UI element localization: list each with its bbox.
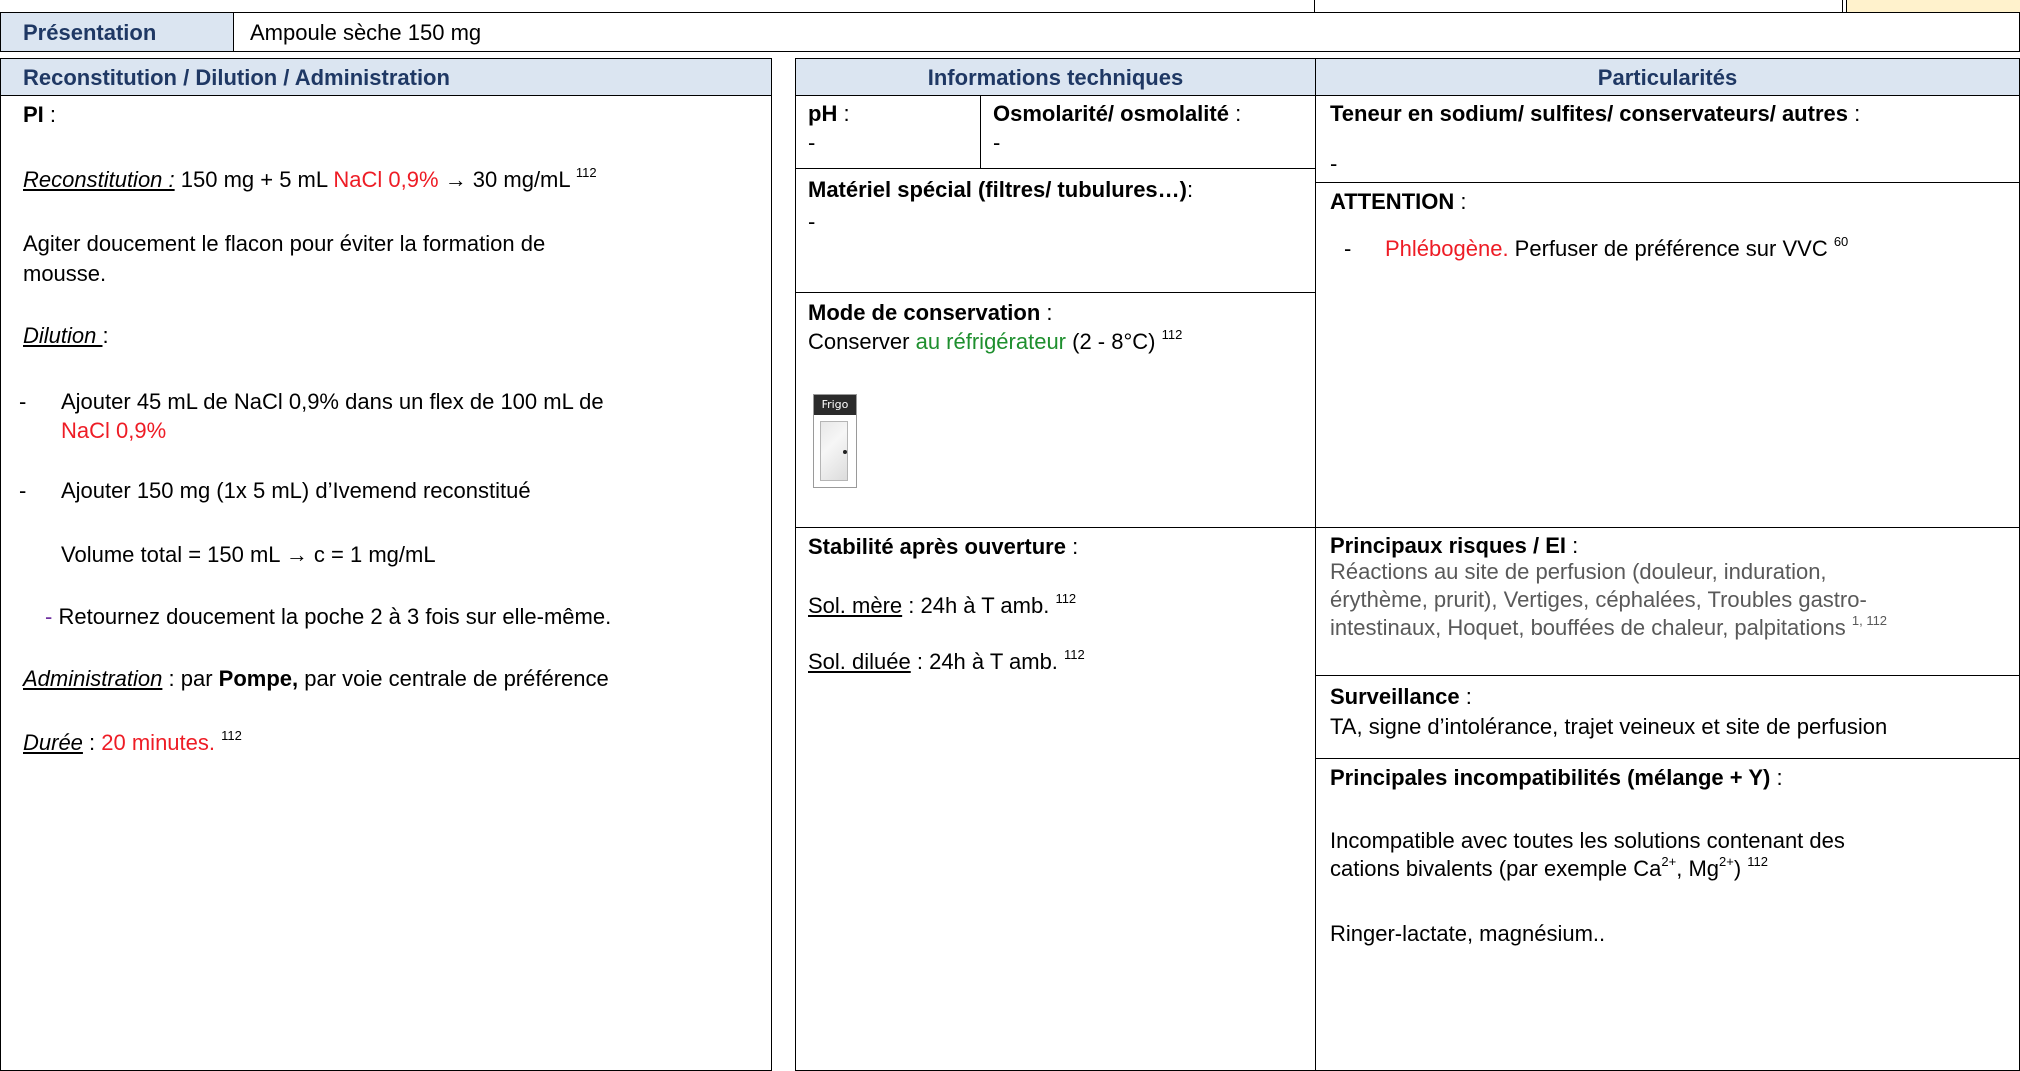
administration-text-1: : par xyxy=(162,666,219,691)
ph-colon: : xyxy=(837,101,850,126)
teneur-colon: : xyxy=(1847,101,1861,126)
stabilite-line xyxy=(808,534,1078,560)
attention-ref: 60 xyxy=(1833,233,1849,249)
bullet-2-dash: - xyxy=(19,478,27,503)
administration-text-2: par voie centrale de préférence xyxy=(298,666,609,691)
sol-mere-ref: 112 xyxy=(1055,590,1077,606)
incompatibilites-colon: : xyxy=(1770,765,1783,790)
duree-line xyxy=(23,727,242,756)
attention-text: Perfuser de préférence sur VVC xyxy=(1508,236,1834,261)
surveillance-label: Surveillance xyxy=(1330,684,1460,709)
conservation-text-line xyxy=(808,326,1183,355)
ph-cell xyxy=(795,95,981,169)
bullet-1-dash: - xyxy=(19,389,27,414)
left-section-title: Reconstitution / Dilution / Administration xyxy=(23,65,450,90)
stabilite-label: Stabilité après ouverture xyxy=(808,534,1066,559)
ph-value: - xyxy=(808,130,816,155)
surveillance-line xyxy=(1330,684,1472,710)
surveillance-cell xyxy=(1315,675,2020,759)
conservation-text-2: (2 - 8°C) xyxy=(1066,329,1162,354)
materiel-colon: : xyxy=(1186,177,1194,202)
presentation-value-cell xyxy=(233,12,2020,52)
dilution-label: Dilution xyxy=(23,323,103,348)
agiter-line-1: Agiter doucement le flacon pour éviter la formation de xyxy=(23,231,546,256)
risques-label: Principaux risques / EI xyxy=(1330,533,1566,558)
middle-section-title: Informations techniques xyxy=(927,65,1184,90)
left-body xyxy=(0,95,772,1071)
sol-diluee-line xyxy=(808,646,1085,675)
sol-diluee-label: Sol. diluée xyxy=(808,649,911,674)
conservation-cell xyxy=(795,292,1316,528)
fridge-icon-handle xyxy=(843,450,847,454)
conservation-label: Mode de conservation xyxy=(808,300,1041,325)
incompatibilites-line-2b: , Mg xyxy=(1676,856,1720,881)
sol-mere-value: : 24h à T amb. xyxy=(902,593,1056,618)
administration-label: Administration xyxy=(23,666,163,691)
dilution-line xyxy=(23,323,109,349)
risques-colon: : xyxy=(1565,533,1579,558)
fridge-icon-door xyxy=(820,421,848,481)
retournez-dash: - xyxy=(45,604,53,629)
pi-label: PI xyxy=(23,102,44,127)
left-section-header xyxy=(0,58,772,96)
risques-cell xyxy=(1315,527,2020,676)
materiel-label: Matériel spécial (filtres/ tubulures…) xyxy=(808,177,1187,202)
duree-value: 20 minutes. xyxy=(101,730,215,755)
pi-colon: : xyxy=(43,102,57,127)
presentation-label-cell xyxy=(0,12,234,52)
materiel-value: - xyxy=(808,209,816,234)
stabilite-cell xyxy=(795,527,1316,1071)
risques-ref: 1, 112 xyxy=(1851,612,1888,628)
incompatibilites-line xyxy=(1330,765,1783,791)
sol-mere-label: Sol. mère xyxy=(808,593,903,618)
osmolarity-line xyxy=(993,101,1241,127)
attention-colon: : xyxy=(1454,189,1467,214)
retournez-text: Retournez doucement la poche 2 à 3 fois sur elle-même. xyxy=(58,604,612,629)
conservation-green: au réfrigérateur xyxy=(915,329,1067,354)
incompatibilites-line-2a: cations bivalents (par exemple Ca xyxy=(1330,856,1662,881)
bullet-2-text: Ajouter 150 mg (1x 5 mL) d’Ivemend reconstitué xyxy=(61,478,531,503)
ph-line xyxy=(808,101,850,127)
ringer-line: Ringer-lactate, magnésium.. xyxy=(1330,921,1606,946)
volume-total-line: Volume total = 150 mL → c = 1 mg/mL xyxy=(61,542,436,567)
risques-line-1: Réactions au site de perfusion (douleur, induration, xyxy=(1330,559,1827,584)
bullet-1-line-2: NaCl 0,9% xyxy=(61,418,167,443)
fridge-icon-label: Frigo xyxy=(821,398,849,411)
fridge-icon xyxy=(813,394,857,488)
attention-label: ATTENTION xyxy=(1330,189,1455,214)
duree-colon: : xyxy=(82,730,102,755)
ph-label: pH xyxy=(808,101,838,126)
reconstitution-arrow: → 30 mg/mL xyxy=(438,167,576,192)
duree-ref: 112 xyxy=(221,727,242,743)
fridge-icon-header xyxy=(814,395,856,415)
incompatibilites-ref: 112 xyxy=(1747,853,1769,869)
conservation-ref: 112 xyxy=(1161,326,1183,342)
teneur-line xyxy=(1330,101,1860,127)
teneur-cell xyxy=(1315,95,2020,183)
attention-line xyxy=(1330,189,1466,215)
middle-section-header xyxy=(795,58,1316,96)
incompatibilites-sup-2: 2+ xyxy=(1719,853,1734,869)
attention-red: Phlébogène. xyxy=(1385,236,1509,261)
duree-label: Durée xyxy=(23,730,83,755)
sol-diluee-value: : 24h à T amb. xyxy=(910,649,1065,674)
presentation-label: Présentation xyxy=(23,20,157,45)
teneur-label: Teneur en sodium/ sulfites/ conservateurs/ autres xyxy=(1330,101,1848,126)
sol-diluee-ref: 112 xyxy=(1064,646,1085,662)
incompatibilites-line-2 xyxy=(1330,853,1769,882)
osmolarity-cell xyxy=(980,95,1316,169)
right-section-title: Particularités xyxy=(1597,65,1738,90)
agiter-line-2: mousse. xyxy=(23,261,107,286)
materiel-cell xyxy=(795,168,1316,293)
osmolarity-label: Osmolarité/ osmolalité xyxy=(993,101,1229,126)
risques-line-2: érythème, prurit), Vertiges, céphalées, Troubles gastro- xyxy=(1330,587,1867,612)
sol-mere-line xyxy=(808,590,1077,619)
conservation-line xyxy=(808,300,1053,326)
osmolarity-value: - xyxy=(993,130,1001,155)
administration-line xyxy=(23,666,609,692)
conservation-text-1: Conserver xyxy=(808,329,916,354)
risques-line-3-text: intestinaux, Hoquet, bouffées de chaleur, palpitations xyxy=(1330,615,1852,640)
column-gap-left xyxy=(771,58,796,1071)
presentation-value: Ampoule sèche 150 mg xyxy=(250,20,482,45)
reconstitution-text: 150 mg + 5 mL xyxy=(174,167,334,192)
incompatibilites-label: Principales incompatibilités (mélange + Y) xyxy=(1330,765,1771,790)
surveillance-value: TA, signe d’intolérance, trajet veineux et site de perfusion xyxy=(1330,714,1888,739)
incompatibilites-line-2c: ) xyxy=(1733,856,1748,881)
risques-line-3 xyxy=(1330,612,1888,641)
attention-text-line xyxy=(1385,233,1849,262)
stabilite-colon: : xyxy=(1065,534,1079,559)
pi-line xyxy=(23,102,56,128)
teneur-value: - xyxy=(1330,151,1338,176)
reconstitution-line xyxy=(23,164,597,193)
reconstitution-nacl: NaCl 0,9% xyxy=(333,167,439,192)
reconstitution-label: Reconstitution : xyxy=(23,167,175,192)
materiel-line xyxy=(808,177,1193,203)
incompatibilites-cell xyxy=(1315,758,2020,1071)
conservation-colon: : xyxy=(1040,300,1053,325)
osmolarity-colon: : xyxy=(1228,101,1242,126)
risques-line xyxy=(1330,533,1578,559)
incompatibilites-line-1: Incompatible avec toutes les solutions contenant des xyxy=(1330,828,1845,853)
reconstitution-ref: 112 xyxy=(575,164,597,180)
administration-bold: Pompe, xyxy=(218,666,299,691)
attention-cell xyxy=(1315,182,2020,528)
bullet-1-line-1: Ajouter 45 mL de NaCl 0,9% dans un flex de 100 mL de xyxy=(61,389,604,414)
right-section-header xyxy=(1315,58,2020,96)
surveillance-colon: : xyxy=(1459,684,1472,709)
incompatibilites-sup-1: 2+ xyxy=(1661,853,1677,869)
dilution-colon: : xyxy=(102,323,109,348)
attention-dash: - xyxy=(1344,236,1352,261)
retournez-line xyxy=(45,604,611,630)
